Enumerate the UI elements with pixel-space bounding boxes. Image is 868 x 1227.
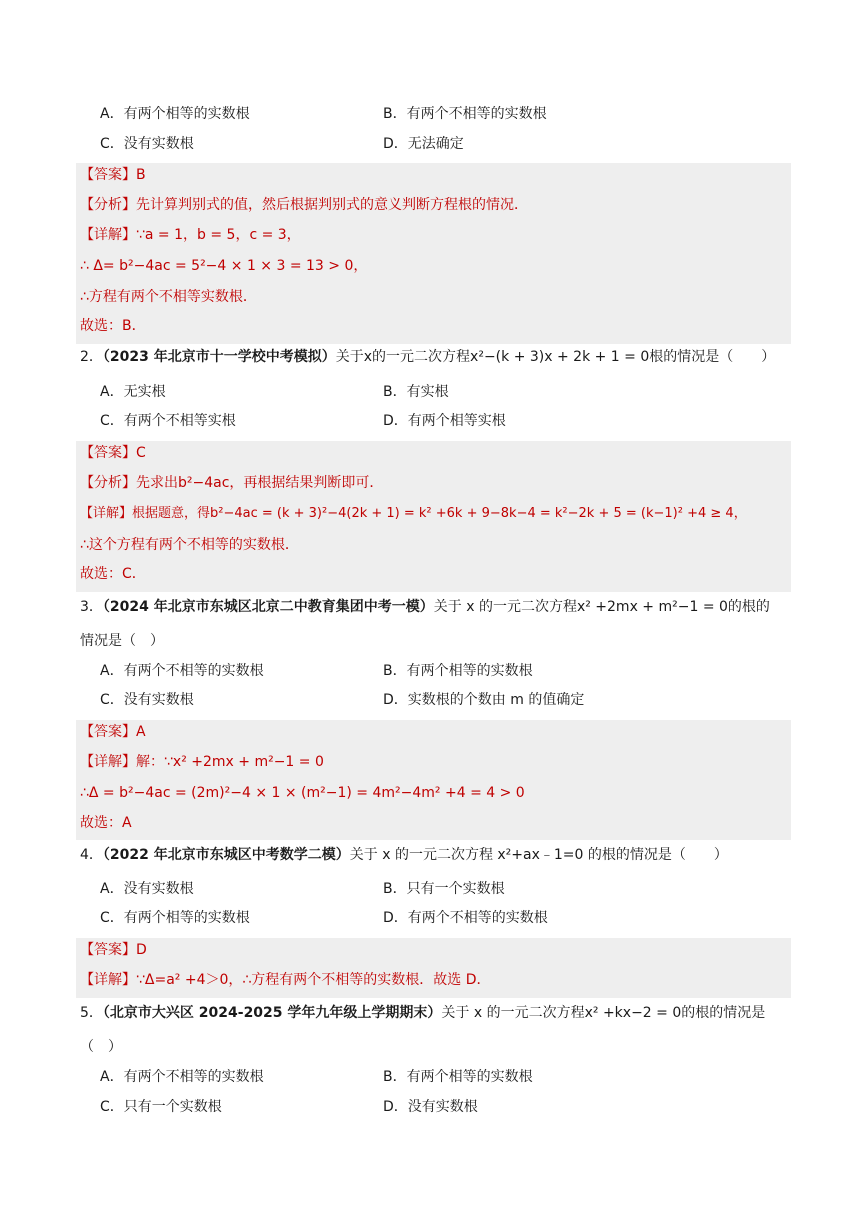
- q5-source: （北京市大兴区 2024-2025 学年九年级上学期期末）: [102, 1005, 442, 1021]
- q4-question: 关于 x 的一元二次方程 x²+ax﹣1=0 的根的情况是（ ）: [349, 847, 728, 863]
- q1-answer: 【答案】B: [80, 167, 146, 183]
- q2-source: （2023 年北京市十一学校中考模拟）: [102, 349, 336, 365]
- q3-answer: 【答案】A: [80, 724, 146, 740]
- q2-question: 关于x的一元二次方程x²−(k + 3)x + 2k + 1 = 0根的情况是（ ）: [335, 349, 776, 365]
- q5-option-b: B．有两个相等的实数根: [383, 1069, 533, 1085]
- q4-solution-box: [76, 938, 791, 998]
- q2-option-d: D．有两个相等实根: [383, 413, 506, 429]
- q2-detail-1: 【详解】根据题意，得b²−4ac = (k + 3)²−4(2k + 1) = k² +6k + 9−8k−4 = k²−2k + 5 = (k−1)² +4 ≥ 4，: [80, 506, 747, 521]
- q5-stem: [80, 1003, 765, 1023]
- q3-number: 3．: [80, 599, 103, 615]
- q1-analysis: 【分析】先计算判别式的值，然后根据判别式的意义判断方程根的情况．: [80, 197, 528, 213]
- q4-detail-1: 【详解】∵Δ=a² +4＞0，∴方程有两个不相等的实数根．故选 D．: [80, 972, 491, 988]
- q4-option-a: A．没有实数根: [100, 881, 194, 897]
- q1-option-b: B．有两个不相等的实数根: [383, 106, 547, 122]
- q4-stem: [80, 845, 728, 865]
- q4-number: 4．: [80, 847, 103, 863]
- q3-solution-box: [76, 720, 791, 840]
- q2-option-b: B．有实根: [383, 384, 449, 400]
- q1-detail-3: ∴方程有两个不相等实数根．: [80, 289, 257, 305]
- q3-option-b: B．有两个相等的实数根: [383, 663, 533, 679]
- q1-detail-2: ∴ Δ= b²−4ac = 5²−4 × 1 × 3 = 13 > 0，: [80, 258, 368, 274]
- q1-solution-box: [76, 163, 791, 344]
- q3-choice: 故选：A: [80, 815, 132, 831]
- q2-choice: 故选：C．: [80, 566, 146, 582]
- q4-answer: 【答案】D: [80, 942, 147, 958]
- q5-option-c: C．只有一个实数根: [100, 1099, 222, 1115]
- q1-option-a: A．有两个相等的实数根: [100, 106, 250, 122]
- q4-option-c: C．有两个相等的实数根: [100, 910, 250, 926]
- q5-question: 关于 x 的一元二次方程x² +kx−2 = 0的根的情况是: [441, 1005, 766, 1021]
- q1-option-c: C．没有实数根: [100, 136, 194, 152]
- q5-number: 5．: [80, 1005, 103, 1021]
- q3-option-d: D．实数根的个数由 m 的值确定: [383, 692, 585, 708]
- q4-option-d: D．有两个不相等的实数根: [383, 910, 548, 926]
- q2-stem: [80, 347, 775, 367]
- q5-stem-line2: （ ）: [80, 1039, 122, 1055]
- q1-choice: 故选：B．: [80, 318, 146, 334]
- q3-question: 关于 x 的一元二次方程x² +2mx + m²−1 = 0的根的: [433, 599, 770, 615]
- q3-stem: [80, 597, 770, 617]
- q3-source: （2024 年北京市东城区北京二中教育集团中考一模）: [102, 599, 434, 615]
- q3-option-c: C．没有实数根: [100, 692, 194, 708]
- q3-option-a: A．有两个不相等的实数根: [100, 663, 264, 679]
- q1-option-d: D．无法确定: [383, 136, 464, 152]
- q5-option-d: D．没有实数根: [383, 1099, 478, 1115]
- q5-option-a: A．有两个不相等的实数根: [100, 1069, 264, 1085]
- q2-option-c: C．有两个不相等实根: [100, 413, 236, 429]
- q2-answer: 【答案】C: [80, 445, 146, 461]
- q1-detail-1: 【详解】∵a = 1，b = 5，c = 3，: [80, 227, 301, 243]
- q2-number: 2．: [80, 349, 103, 365]
- q2-detail-2: ∴这个方程有两个不相等的实数根．: [80, 537, 299, 553]
- q3-detail-1: 【详解】解：∵x² +2mx + m²−1 = 0: [80, 754, 324, 770]
- q4-option-b: B．只有一个实数根: [383, 881, 505, 897]
- q2-analysis: 【分析】先求出b²−4ac，再根据结果判断即可．: [80, 475, 384, 491]
- q3-detail-2: ∴Δ = b²−4ac = (2m)²−4 × 1 × (m²−1) = 4m²−4m² +4 = 4 > 0: [80, 785, 525, 801]
- q2-option-a: A．无实根: [100, 384, 166, 400]
- q4-source: （2022 年北京市东城区中考数学二模）: [102, 847, 350, 863]
- q2-solution-box: [76, 441, 791, 592]
- q3-stem-line2: 情况是（ ）: [80, 633, 164, 649]
